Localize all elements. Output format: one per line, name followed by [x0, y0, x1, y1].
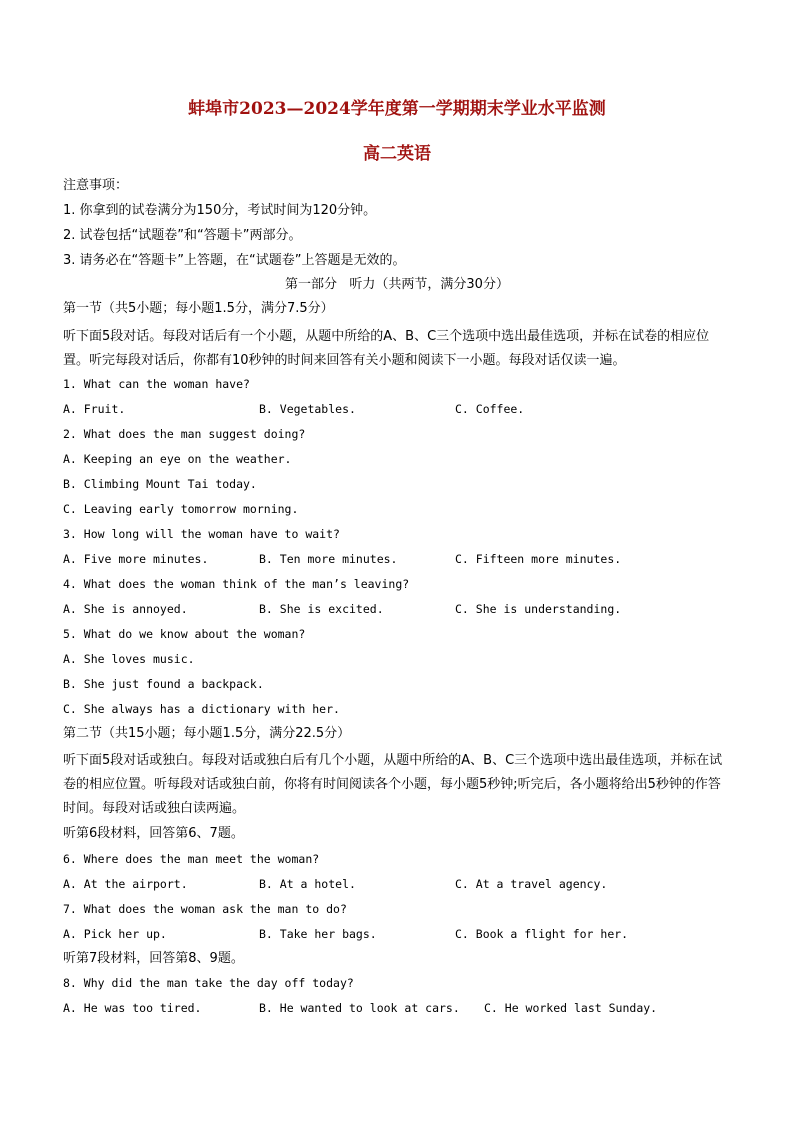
- exam-subject: 高二英语: [363, 144, 431, 164]
- note-item-3: 3. 请务必在“答题卡”上答题，在“试题卷”上答题是无效的。: [63, 253, 406, 268]
- question-8-option-c: C. He worked last Sunday.: [484, 1001, 658, 1015]
- question-2-option-a: A. Keeping an eye on the weather.: [63, 452, 292, 466]
- exam-title: 蚌埠市2023—2024学年度第一学期期末学业水平监测: [188, 99, 606, 119]
- question-2-stem: 2. What does the man suggest doing?: [63, 427, 306, 441]
- material-6-note: 听第6段材料，回答第6、7题。: [63, 826, 244, 841]
- section2-heading: 第二节（共15小题；每小题1.5分，满分22.5分）: [63, 726, 351, 741]
- question-3-option-b: B. Ten more minutes.: [259, 552, 398, 566]
- section2-instructions: 听下面5段对话或独白。每段对话或独白后有几个小题，从题中所给的A、B、C三个选项中选出最佳选项，并标在试卷的相应位置。听每段对话或独白前，你将有时间阅读各个小题，每小题5秒钟;听完后，各小题将给出5秒钟的作答时间。每段对话或独白读两遍。: [63, 753, 723, 816]
- question-4-option-c: C. She is understanding.: [455, 602, 622, 616]
- question-7-option-c: C. Book a flight for her.: [455, 927, 629, 941]
- notes-heading: 注意事项：: [63, 178, 129, 193]
- question-1-option-b: B. Vegetables.: [259, 402, 356, 416]
- question-5-stem: 5. What do we know about the woman?: [63, 627, 306, 641]
- question-1-option-c: C. Coffee.: [455, 402, 525, 416]
- question-7-option-a: A. Pick her up.: [63, 927, 167, 941]
- question-4-option-a: A. She is annoyed.: [63, 602, 188, 616]
- question-8-stem: 8. Why did the man take the day off today?: [63, 976, 354, 990]
- question-3-option-c: C. Fifteen more minutes.: [455, 552, 622, 566]
- question-5-option-b: B. She just found a backpack.: [63, 677, 264, 691]
- question-1-option-a: A. Fruit.: [63, 402, 126, 416]
- question-6-stem: 6. Where does the man meet the woman?: [63, 852, 320, 866]
- question-2-option-c: C. Leaving early tomorrow morning.: [63, 502, 299, 516]
- material-7-note: 听第7段材料，回答第8、9题。: [63, 951, 244, 966]
- question-7-option-b: B. Take her bags.: [259, 927, 377, 941]
- section1-instructions: 听下面5段对话。每段对话后有一个小题，从题中所给的A、B、C三个选项中选出最佳选项，并标在试卷的相应位置。听完每段对话后，你都有10秒钟的时间来回答有关小题和阅读下一小题。每段对话仅读一遍。: [63, 329, 710, 368]
- question-6-option-c: C. At a travel agency.: [455, 877, 608, 891]
- question-5-option-c: C. She always has a dictionary with her.: [63, 702, 340, 716]
- question-8-option-a: A. He was too tired.: [63, 1001, 202, 1015]
- question-4-option-b: B. She is excited.: [259, 602, 384, 616]
- question-3-option-a: A. Five more minutes.: [63, 552, 209, 566]
- question-6-option-b: B. At a hotel.: [259, 877, 356, 891]
- question-2-option-b: B. Climbing Mount Tai today.: [63, 477, 257, 491]
- question-8-option-b: B. He wanted to look at cars.: [259, 1001, 460, 1015]
- question-7-stem: 7. What does the woman ask the man to do?: [63, 902, 347, 916]
- part1-heading: 第一部分 听力（共两节，满分30分）: [285, 277, 509, 292]
- question-3-stem: 3. How long will the woman have to wait?: [63, 527, 340, 541]
- note-item-1: 1. 你拿到的试卷满分为150分，考试时间为120分钟。: [63, 203, 377, 218]
- question-6-option-a: A. At the airport.: [63, 877, 188, 891]
- section1-heading: 第一节（共5小题；每小题1.5分，满分7.5分）: [63, 301, 334, 316]
- note-item-2: 2. 试卷包括“试题卷”和“答题卡”两部分。: [63, 228, 302, 243]
- question-4-stem: 4. What does the woman think of the man’s leaving?: [63, 577, 410, 591]
- question-1-stem: 1. What can the woman have?: [63, 377, 250, 391]
- question-5-option-a: A. She loves music.: [63, 652, 195, 666]
